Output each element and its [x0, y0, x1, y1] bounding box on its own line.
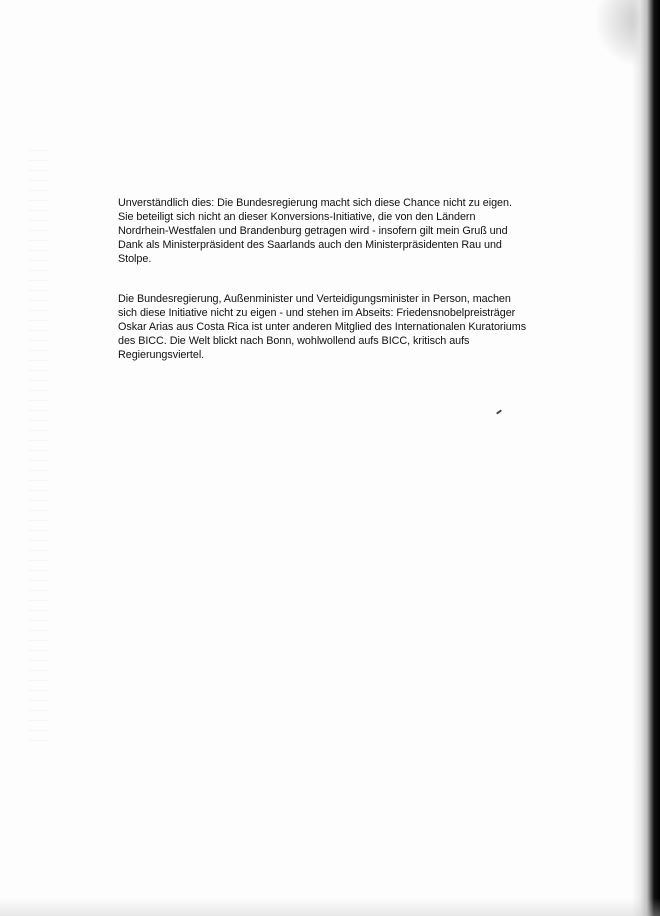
- paragraph-2: Die Bundesregierung, Außenminister und Verteidigungsminister in Person, machen sich diese Initiative nicht zu eigen - und stehen im Abseits: Friedensnobelpreisträger Oskar Arias aus Costa Rica ist unter anderen Mitglied des Internationalen Kuratoriums des BICC. Die Welt blickt nach Bonn, wohlwollend aufs BICC, kritisch aufs Regierungsviertel.: [118, 293, 527, 361]
- stray-scan-mark: [496, 409, 502, 414]
- scan-noise-marks: [28, 150, 48, 750]
- scan-bottom-edge: [0, 898, 660, 916]
- document-body: [118, 182, 543, 388]
- scan-right-edge: [632, 0, 660, 916]
- paragraph-1: Unverständlich dies: Die Bundesregierung macht sich diese Chance nicht zu eigen. Sie beteiligt sich nicht an dieser Konversions-Initiative, die von den Ländern Nordrhein-Westfalen und Brandenburg getragen wird - insofern gilt mein Gruß und Dank als Ministerpräsident des Saarlands auch den Ministerpräsidenten Rau und Stolpe.: [118, 197, 512, 265]
